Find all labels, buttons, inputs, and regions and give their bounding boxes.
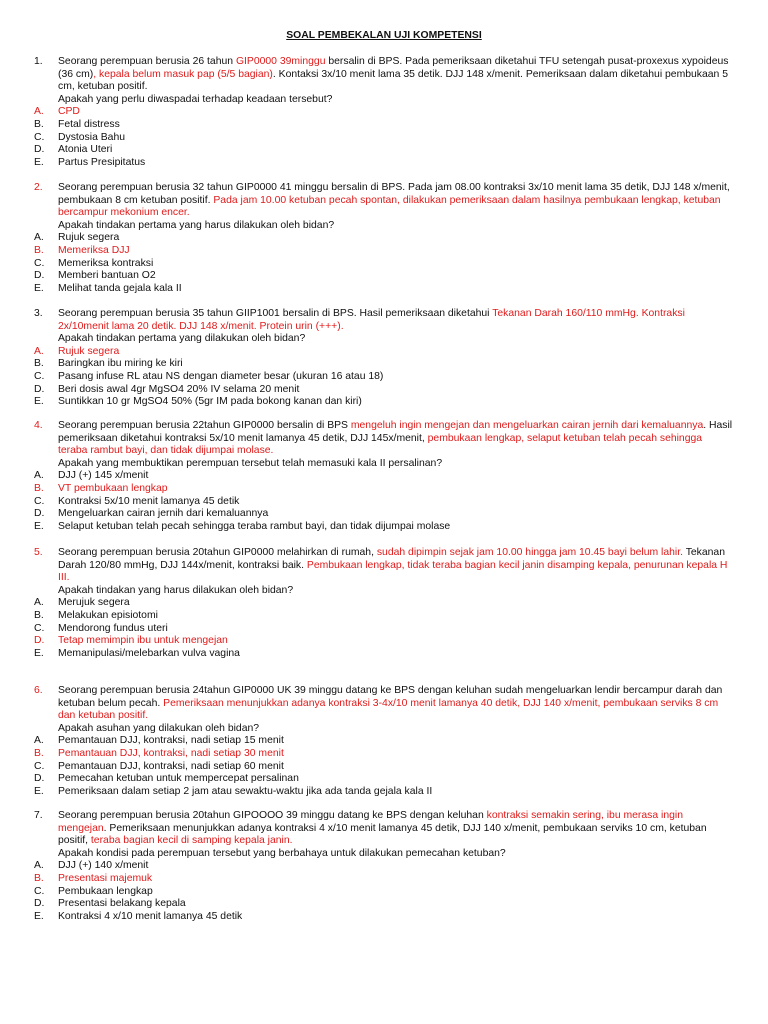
answer-option [34, 358, 734, 371]
stem-text: Seorang perempuan berusia 22tahun GIP0000 bersalin di BPS [58, 420, 351, 431]
option-letter: A. [34, 345, 44, 357]
question-number: 7. [34, 810, 43, 821]
question-prompt: Apakah tindakan yang harus dilakukan oleh bidan? [58, 584, 294, 596]
option-letter: D. [34, 144, 45, 156]
question-item [34, 810, 734, 923]
answer-option [34, 521, 734, 534]
question-number: 3. [34, 308, 43, 319]
question-item [34, 420, 734, 533]
option-text: Melihat tanda gejala kala II [58, 282, 182, 294]
option-text: Mendorong fundus uteri [58, 622, 168, 634]
question-stem [34, 810, 734, 848]
stem-highlight: sudah dipimpin sejak jam 10.00 hingga jam 10.45 bayi belum lahir. [376, 547, 683, 558]
answer-option [34, 371, 734, 384]
option-text: Fetal distress [58, 118, 120, 130]
answer-option [34, 106, 734, 119]
answer-option [34, 232, 734, 245]
question-prompt: Apakah kondisi pada perempuan tersebut yang berbahaya untuk dilakukan pemecahan ketuban? [58, 847, 506, 859]
answer-option [34, 508, 734, 521]
answer-option [34, 773, 734, 786]
answer-option [34, 635, 734, 648]
option-letter: A. [34, 735, 44, 747]
stem-text: . Pemeriksaan menunjukkan adanya kontraksi 4 x/10 menit lamanya 45 detik, DJJ 140 x/menit, pembukaan serviks 10 cm, ketuban positif, [58, 822, 707, 847]
option-letter: A. [34, 597, 44, 609]
question-item [34, 182, 734, 295]
option-text: DJJ (+) 145 x/menit [58, 470, 149, 482]
question-item [34, 308, 734, 409]
option-text: Pasang infuse RL atau NS dengan diameter besar (ukuran 16 atau 18) [58, 370, 384, 382]
option-letter: E. [34, 520, 44, 532]
stem-text: Seorang perempuan berusia 20tahun GIP0000 melahirkan di rumah, [58, 547, 377, 558]
option-letter: A. [34, 470, 44, 482]
answer-option [34, 623, 734, 636]
option-text: Kontraksi 5x/10 menit lamanya 45 detik [58, 495, 240, 507]
option-text: Rujuk segera [58, 232, 120, 244]
option-letter: D. [34, 270, 45, 282]
question-stem [34, 56, 734, 94]
option-letter: B. [34, 482, 44, 494]
option-letter: E. [34, 156, 44, 168]
option-letter: C. [34, 495, 45, 507]
option-letter: B. [34, 609, 44, 621]
option-text: Atonia Uteri [58, 144, 113, 156]
stem-highlight: kontraksi semakin sering, ibu merasa ingin mengejan [58, 810, 683, 834]
answer-option [34, 873, 734, 886]
answer-option [34, 860, 734, 873]
answer-option [34, 157, 734, 170]
answer-option [34, 258, 734, 271]
option-letter: B. [34, 358, 44, 370]
answer-option [34, 132, 734, 145]
question-number: 4. [34, 420, 43, 431]
option-letter: D. [34, 383, 45, 395]
document-title: SOAL PEMBEKALAN UJI KOMPETENSI [286, 30, 482, 41]
option-text: Mengeluarkan cairan jernih dari kemaluannya [58, 508, 269, 520]
question-number: 1. [34, 56, 43, 67]
option-letter: E. [34, 647, 44, 659]
option-text: Selaput ketuban telah pecah sehingga teraba rambut bayi, dan tidak dijumpai molase [58, 520, 451, 532]
option-text: Rujuk segera [58, 345, 120, 357]
option-text: Memeriksa kontraksi [58, 257, 154, 269]
option-text: Kontraksi 4 x/10 menit lamanya 45 detik [58, 910, 243, 922]
answer-option [34, 396, 734, 409]
option-letter: E. [34, 282, 44, 294]
option-text: Merujuk segera [58, 597, 130, 609]
answer-option [34, 144, 734, 157]
option-text: Dystosia Bahu [58, 131, 125, 143]
stem-text: Seorang perempuan berusia 32 tahun GIP0000 41 minggu bersalin di BPS. Pada jam 08.00 kontraksi 3x/10 menit lama 35 detik, DJJ 148 x/menit, pembukaan 8 cm ketuban positif. [58, 182, 730, 206]
question-prompt: Apakah asuhan yang dilakukan oleh bidan? [58, 722, 260, 734]
stem-highlight: Pada jam 10.00 ketuban pecah spontan, dilakukan pemeriksaan dalam hasilnya pembukaan lengkap, ketuban bercampur mekonium encer. [58, 194, 721, 219]
option-text: Presentasi belakang kepala [58, 898, 186, 910]
stem-text: Seorang perempuan berusia 35 tahun GIIP1001 bersalin di BPS. Hasil pemeriksaan diketahui [58, 308, 493, 319]
answer-option [34, 119, 734, 132]
option-text: CPD [58, 106, 80, 118]
answer-option [34, 496, 734, 509]
answer-option [34, 911, 734, 924]
option-text: Partus Presipitatus [58, 156, 146, 168]
option-text: Pemantauan DJJ, kontraksi, nadi setiap 60 menit [58, 760, 284, 772]
option-letter: D. [34, 898, 45, 910]
option-letter: C. [34, 885, 45, 897]
option-text: Pembukaan lengkap [58, 885, 153, 897]
option-letter: A. [34, 860, 44, 872]
option-letter: E. [34, 785, 44, 797]
question-stem [34, 308, 734, 333]
stem-highlight: teraba bagian kecil di samping kepala janin. [90, 835, 293, 847]
stem-highlight: pembukaan lengkap, selaput ketuban telah pecah sehingga teraba rambut bayi, dan tidak dijumpai molase. [58, 432, 703, 457]
option-letter: C. [34, 131, 45, 143]
answer-option [34, 470, 734, 483]
option-letter: B. [34, 872, 44, 884]
answer-option [34, 283, 734, 296]
question-prompt: Apakah tindakan pertama yang harus dilakukan oleh bidan? [58, 219, 335, 231]
option-text: VT pembukaan lengkap [58, 482, 168, 494]
option-letter: E. [34, 910, 44, 922]
option-text: Pemantauan DJJ, kontraksi, nadi setiap 15 menit [58, 735, 284, 747]
option-text: Tetap memimpin ibu untuk mengejan [58, 635, 228, 647]
question-number: 5. [34, 547, 43, 558]
option-letter: A. [34, 232, 44, 244]
answer-option [34, 384, 734, 397]
question-prompt: Apakah yang membuktikan perempuan tersebut telah memasuki kala II persalinan? [58, 457, 443, 469]
option-letter: C. [34, 622, 45, 634]
answer-option [34, 597, 734, 610]
stem-highlight: Pemeriksaan menunjukkan adanya kontraksi 3-4x/10 menit lamanya 40 detik, DJJ 140 x/menit, pembukaan serviks 8 cm dan ketuban positif. [58, 697, 719, 722]
option-text: Memberi bantuan O2 [58, 270, 156, 282]
option-text: DJJ (+) 140 x/menit [58, 860, 149, 872]
stem-text: . Hasil pemeriksaan diketahui kontraksi 5x/10 menit lamanya 45 detik, DJJ 145x/menit, [58, 420, 733, 444]
answer-option [34, 610, 734, 623]
option-letter: C. [34, 760, 45, 772]
question-stem [34, 182, 734, 220]
option-text: Beri dosis awal 4gr MgSO4 20% IV selama 20 menit [58, 383, 300, 395]
question-item [34, 685, 734, 798]
option-text: Presentasi majemuk [58, 872, 153, 884]
answer-option [34, 346, 734, 359]
option-text: Memeriksa DJJ [58, 244, 130, 256]
question-stem [34, 420, 734, 458]
answer-option [34, 648, 734, 661]
option-text: Baringkan ibu miring ke kiri [58, 358, 183, 370]
option-letter: B. [34, 118, 44, 130]
answer-option [34, 761, 734, 774]
stem-highlight: GIP0000 39minggu [235, 56, 326, 67]
stem-text: Tekanan Darah 120/80 mmHg, DJJ 144x/menit, kontraksi baik. [58, 547, 725, 571]
answer-option [34, 886, 734, 899]
stem-text: . Kontaksi 3x/10 menit lama 35 detik. DJJ 148 x/menit. Pemeriksaan dalam diketahui pembukaan 5 cm, ketuban positif. [58, 68, 728, 93]
answer-option [34, 898, 734, 911]
answer-option [34, 786, 734, 799]
stem-text: Seorang perempuan berusia 24tahun GIP0000 UK 39 minggu datang ke BPS dengan keluhan sudah mengeluarkan lendir bercampur darah dan ketuban belum pecah. [58, 685, 723, 709]
question-item [34, 56, 734, 169]
question-number: 2. [34, 182, 43, 193]
option-letter: D. [34, 773, 45, 785]
stem-highlight: Tekanan Darah 160/110 mmHg. Kontraksi 2x/10menit lama 20 detik. DJJ 148 x/menit. Protein urin (+++). [58, 308, 685, 332]
option-letter: B. [34, 747, 44, 759]
option-letter: C. [34, 370, 45, 382]
option-text: Pemecahan ketuban untuk mempercepat persalinan [58, 773, 299, 785]
option-letter: A. [34, 106, 44, 118]
stem-text: bersalin di BPS. Pada pemeriksaan diketahui TFU setengah pusat-proxexus xypoideus (36 cm) [58, 56, 729, 80]
stem-highlight: , kepala belum masuk pap (5/5 bagian) [93, 68, 273, 80]
option-text: Suntikkan 10 gr MgSO4 50% (5gr IM pada bokong kanan dan kiri) [58, 396, 362, 408]
question-stem [34, 547, 734, 585]
option-letter: E. [34, 396, 44, 408]
stem-text: Seorang perempuan berusia 20tahun GIPOOOO 39 minggu datang ke BPS dengan keluhan [58, 810, 487, 821]
option-text: Memanipulasi/melebarkan vulva vagina [58, 647, 240, 659]
option-letter: D. [34, 635, 45, 647]
stem-highlight: mengeluh ingin mengejan dan mengeluarkan cairan jernih dari kemaluannya [350, 420, 704, 431]
question-number: 6. [34, 685, 43, 696]
question-prompt: Apakah yang perlu diwaspadai terhadap keadaan tersebut? [58, 93, 333, 105]
stem-text: Seorang perempuan berusia 26 tahun [58, 56, 236, 67]
option-letter: D. [34, 508, 45, 520]
answer-option [34, 735, 734, 748]
question-item [34, 547, 734, 660]
answer-option [34, 245, 734, 258]
option-text: Pemantauan DJJ, kontraksi, nadi setiap 30 menit [58, 747, 284, 759]
answer-option [34, 748, 734, 761]
answer-option [34, 270, 734, 283]
answer-option [34, 483, 734, 496]
question-prompt: Apakah tindakan pertama yang dilakukan oleh bidan? [58, 333, 306, 345]
stem-highlight: Pembukaan lengkap, tidak teraba bagian kecil janin disamping kepala, penurunan kepala H III. [58, 559, 728, 584]
option-letter: B. [34, 244, 44, 256]
option-letter: C. [34, 257, 45, 269]
question-stem [34, 685, 734, 723]
option-text: Melakukan episiotomi [58, 609, 158, 621]
option-text: Pemeriksaan dalam setiap 2 jam atau sewaktu-waktu jika ada tanda gejala kala II [58, 785, 433, 797]
